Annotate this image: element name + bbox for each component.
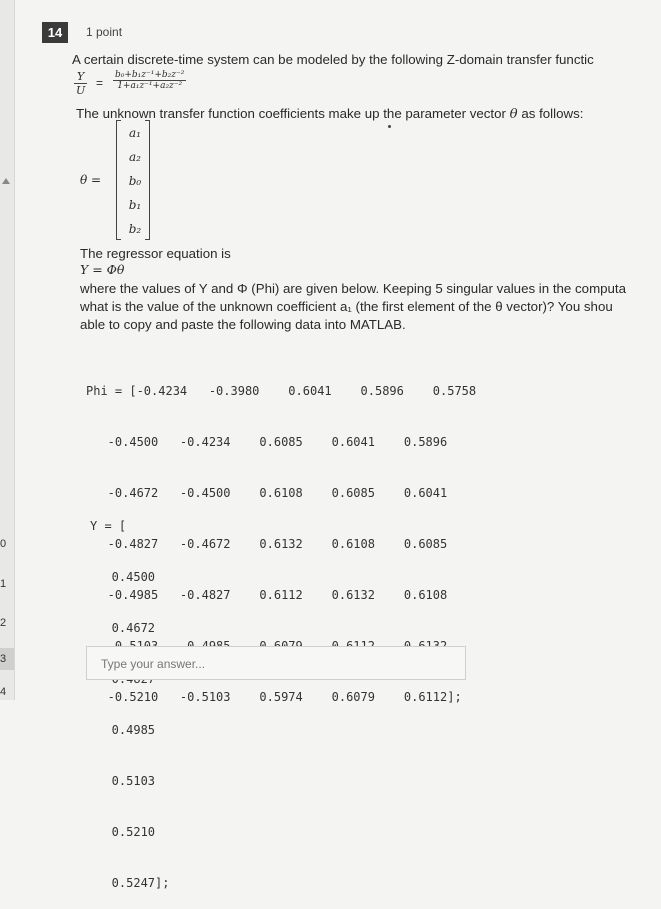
tf-lhs-fraction (74, 70, 87, 97)
param-text-suffix: as follows: (517, 106, 584, 121)
code-line: Phi = [-0.4234 -0.3980 0.6041 0.5896 0.5758 (86, 384, 477, 398)
code-line: 0.5210 (90, 825, 156, 839)
nav-number[interactable]: 1 (0, 578, 7, 590)
regressor-intro: The regressor equation is (80, 246, 231, 261)
code-line: -0.4827 -0.4672 0.6132 0.6108 0.6085 (86, 537, 448, 551)
nav-number[interactable]: 0 (0, 538, 7, 550)
nav-number[interactable]: 3 (0, 653, 7, 665)
theta-element: a₂ (129, 150, 141, 164)
question-intro: A certain discrete-time system can be modeled by the following Z-domain transfer functic (72, 52, 594, 67)
theta-element: b₁ (128, 198, 142, 212)
theta-lhs: θ = (80, 173, 102, 187)
code-line: 0.5247]; (90, 876, 170, 890)
tf-den: 1+a₁z⁻¹+a₂z⁻² (117, 81, 183, 91)
tf-num: b₀+b₁z⁻¹+b₂z⁻² (115, 70, 185, 80)
question-number-badge: 14 (42, 22, 68, 43)
code-line: -0.5210 -0.5103 0.5974 0.6079 0.6112]; (86, 690, 462, 704)
question-nav-gutter (0, 0, 15, 700)
body-text-line: able to copy and paste the following data into MATLAB. (80, 317, 406, 332)
nav-number[interactable]: 2 (0, 617, 7, 629)
theta-element: b₂ (128, 222, 142, 236)
code-line: 0.4500 (90, 570, 156, 584)
code-line: -0.4500 -0.4234 0.6085 0.6041 0.5896 (86, 435, 448, 449)
param-description (76, 106, 583, 122)
code-line: 0.5103 (90, 774, 156, 788)
theta-symbol: θ (509, 107, 518, 122)
matrix-left-bracket (116, 120, 121, 240)
code-line: 0.4672 (90, 621, 156, 635)
answer-input[interactable]: Type your answer... (86, 646, 466, 680)
question-points: 1 point (86, 25, 123, 39)
param-text-prefix: The unknown transfer function coefficients make up the parameter vector (76, 106, 510, 121)
theta-element: a₁ (129, 126, 141, 140)
y-code-block (90, 484, 169, 909)
code-line: -0.4672 -0.4500 0.6108 0.6085 0.6041 (86, 486, 448, 500)
collapse-arrow-icon[interactable] (2, 178, 10, 184)
cursor-dot (388, 125, 391, 128)
theta-element: b₀ (128, 174, 142, 188)
code-line: -0.4985 -0.4827 0.6112 0.6132 0.6108 (86, 588, 448, 602)
regressor-equation: Y = Φθ (80, 262, 125, 277)
code-line: 0.4985 (90, 723, 156, 737)
theta-vector (116, 120, 150, 240)
body-text-line: what is the value of the unknown coefficient a₁ (the first element of the θ vector)? You shou (80, 299, 613, 314)
body-text-line: where the values of Y and Φ (Phi) are given below. Keeping 5 singular values in the computa (80, 281, 627, 296)
code-line: Y = [ (90, 519, 127, 533)
tf-lhs-den: U (76, 84, 86, 97)
tf-rhs-fraction (113, 70, 186, 91)
tf-equals: = (96, 76, 104, 90)
nav-number[interactable]: 4 (0, 686, 7, 698)
tf-lhs-num: Y (74, 70, 87, 84)
